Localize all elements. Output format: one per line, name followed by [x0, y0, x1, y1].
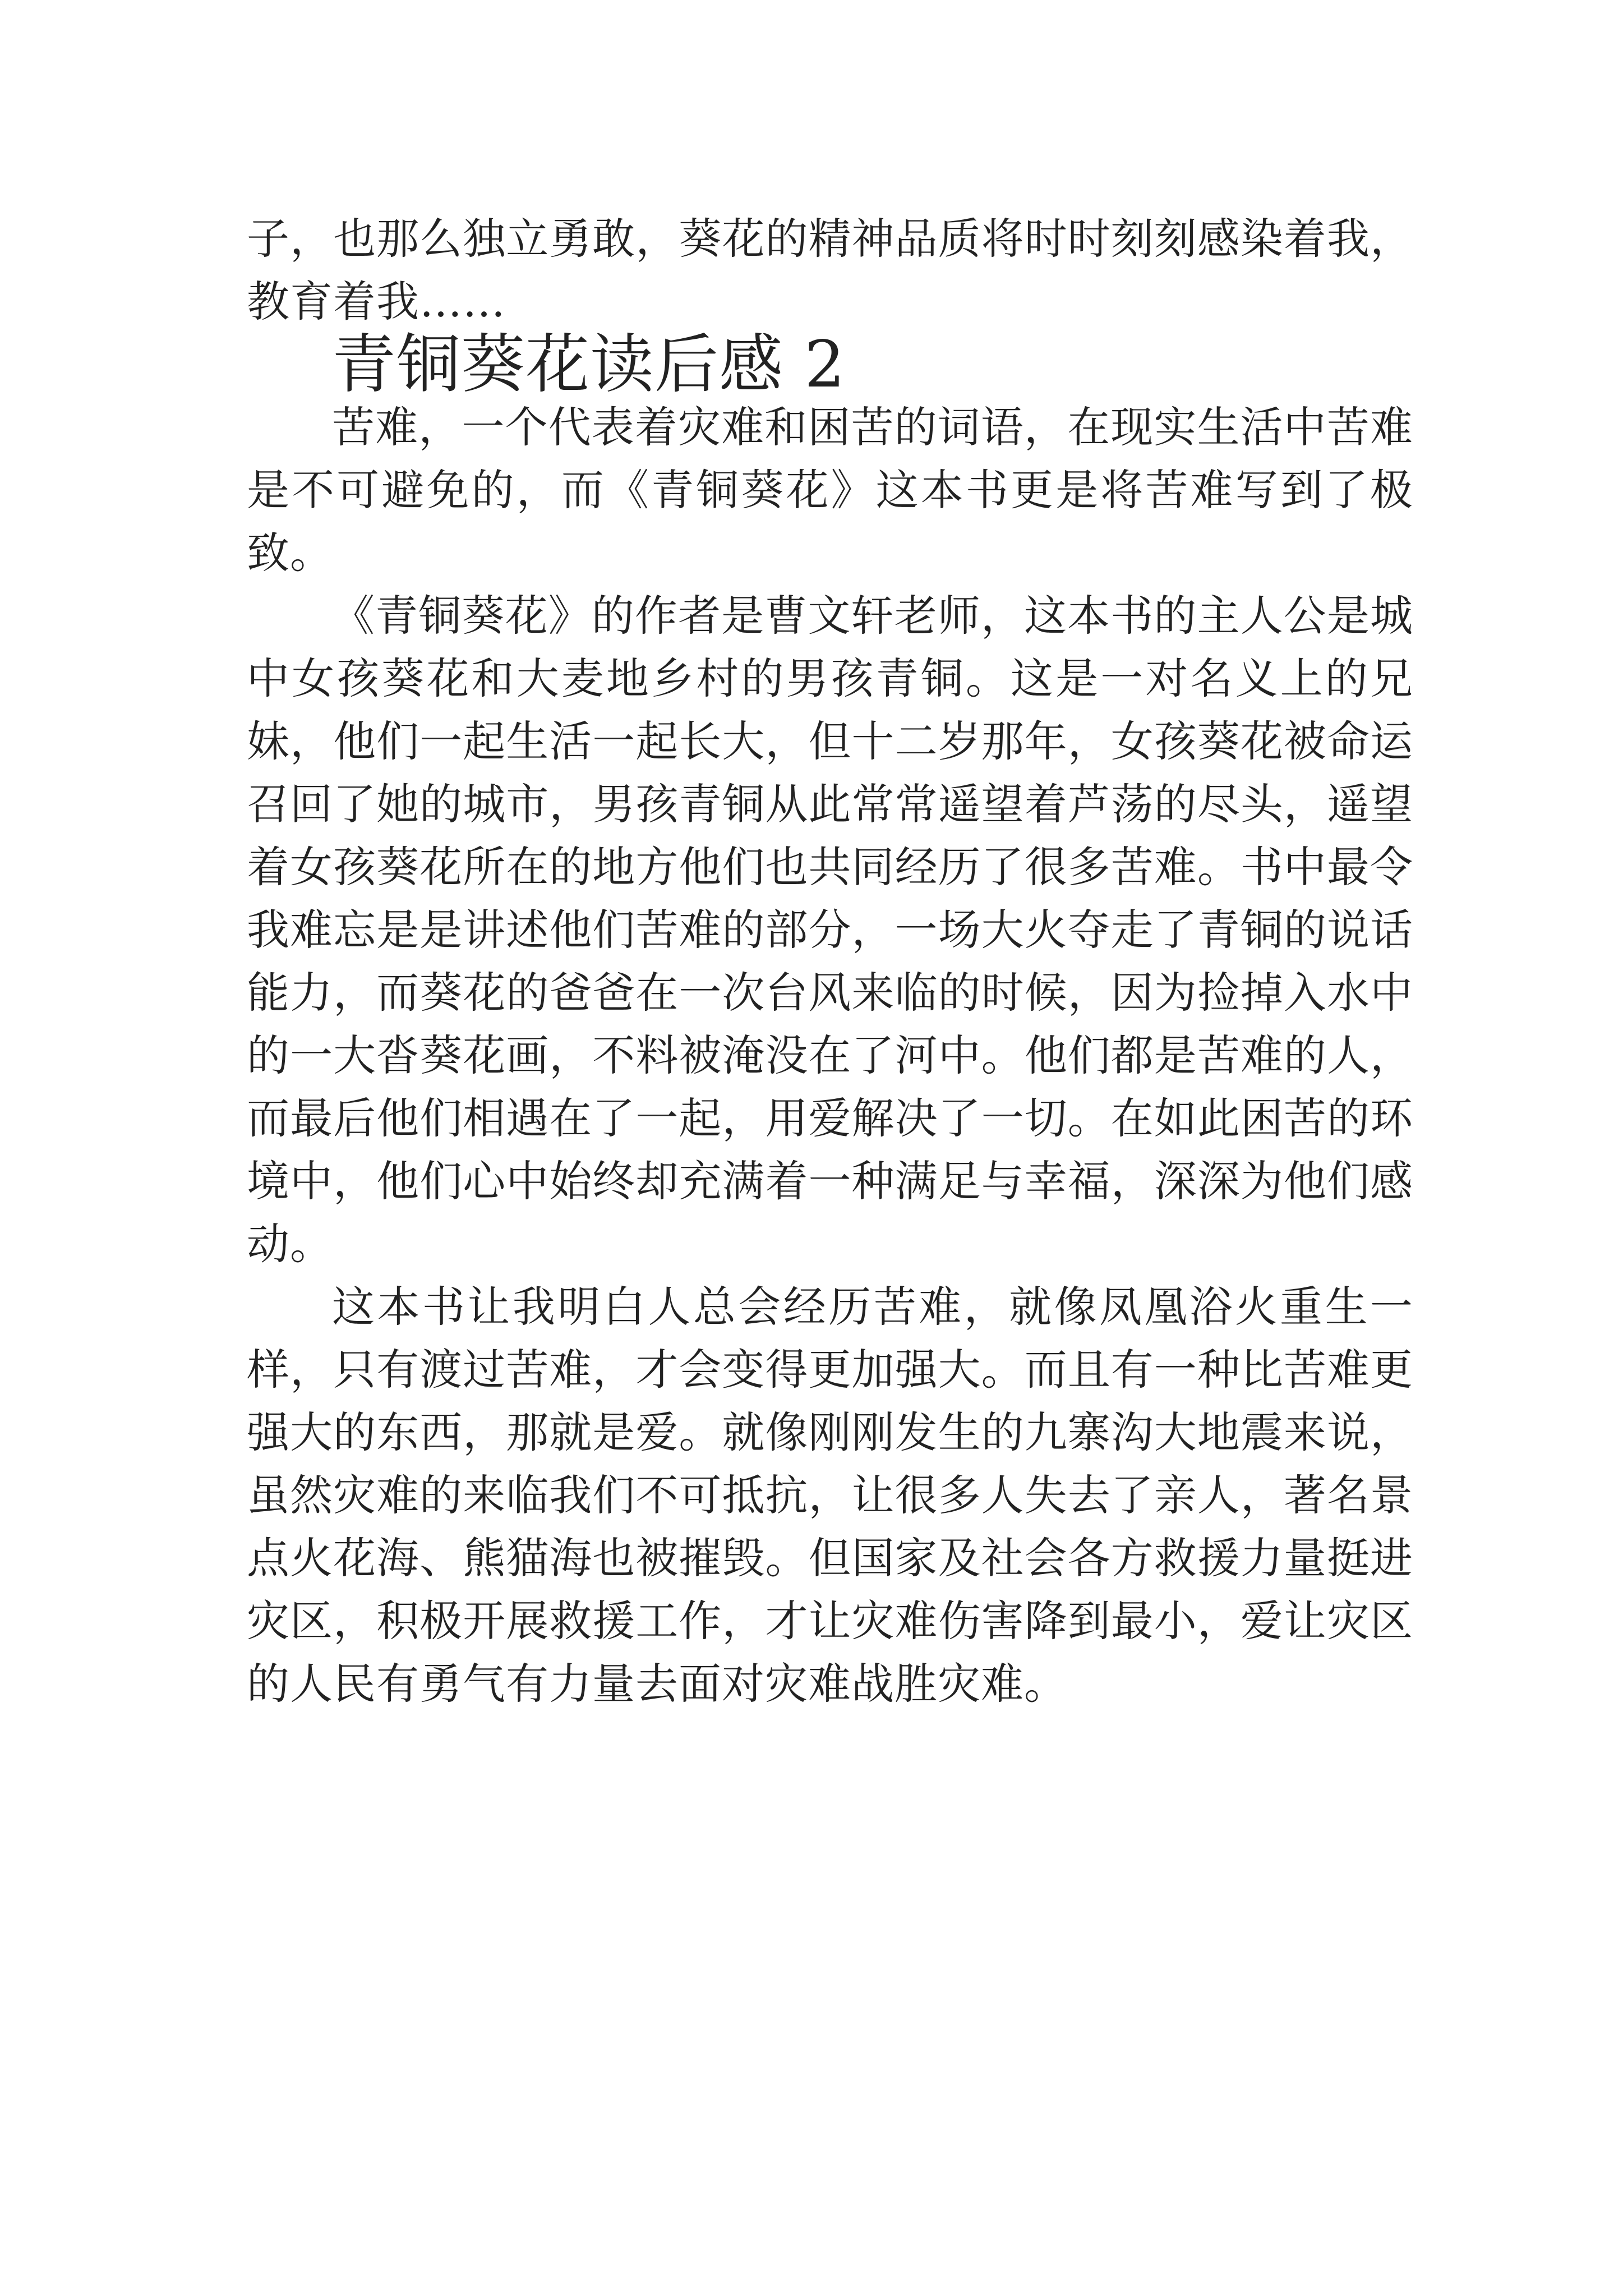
paragraph-1: 苦难，一个代表着灾难和困苦的词语，在现实生活中苦难是不可避免的，而《青铜葵花》这本书更是将苦难写到了极致。 — [247, 402, 1413, 578]
section-heading: 青铜葵花读后感 2 — [332, 327, 846, 402]
document-body — [247, 208, 1413, 1715]
continuation-paragraph: 子，也那么独立勇敢，葵花的精神品质将时时刻刻感染着我，教育着我…… — [247, 214, 1413, 326]
paragraph-2: 《青铜葵花》的作者是曹文轩老师，这本书的主人公是城中女孩葵花和大麦地乡村的男孩青铜。这是一对名义上的兄妹，他们一起生活一起长大，但十二岁那年，女孩葵花被命运召回了她的城市，男孩青铜从此常常遥望着芦荡的尽头，遥望着女孩葵花所在的地方他们也共同经历了很多苦难。书中最令我难忘是是讲述他们苦难的部分，一场大火夺走了青铜的说话能力，而葵花的爸爸在一次台风来临的时候，因为捡掉入水中的一大沓葵花画，不料被淹没在了河中。他们都是苦难的人，而最后他们相遇在了一起，用爱解决了一切。在如此困苦的环境中，他们心中始终却充满着一种满足与幸福，深深为他们感动。 — [247, 591, 1413, 1269]
paragraph-3: 这本书让我明白人总会经历苦难，就像凤凰浴火重生一样，只有渡过苦难，才会变得更加强大。而且有一种比苦难更强大的东西，那就是爱。就像刚刚发生的九寨沟大地震来说，虽然灾难的来临我们不可抵抗，让很多人失去了亲人，著名景点火花海、熊猫海也被摧毁。但国家及社会各方救援力量挺进灾区，积极开展救援工作，才让灾难伤害降到最小，爱让灾区的人民有勇气有力量去面对灾难战胜灾难。 — [247, 1282, 1413, 1709]
